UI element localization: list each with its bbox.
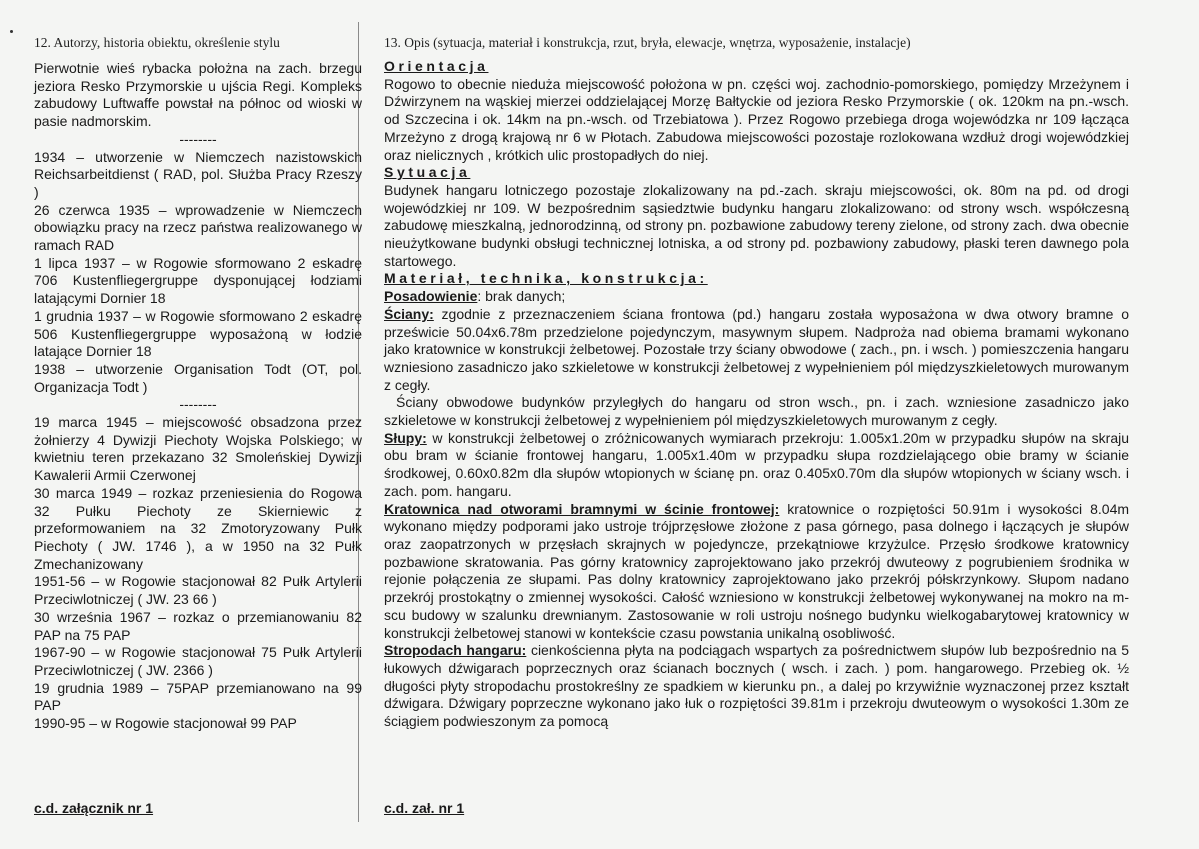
- history-entry: 1938 – utworzenie Organisation Todt (OT, pol. Organizacja Todt ): [34, 360, 362, 395]
- right-footer: c.d. zał. nr 1: [384, 800, 465, 816]
- walls-text: zgodnie z przeznaczeniem ściana frontowa (pd.) hangaru została wyposażona w dwa otwory bramne o prześwicie 50.04x6.78m przedzielone pojedynczym, masywnym słupem. Nadproża nad obiema bramami wykonano jako kratownice w konstrukcji żelbetowej. Pozostałe trzy ściany obwodowe ( zach., pn. i wsch. ) pomieszczenia hangaru wzniesiono zasadniczo jako szkieletowe w konstrukcji żelbetowej z wypełnieniem pól międzyszkieletowych murowanym z cegły.: [384, 305, 1129, 393]
- roof-paragraph: [384, 642, 1129, 731]
- roof-label: Stropodach hangaru:: [384, 642, 527, 659]
- description-column: [384, 58, 1129, 731]
- orientation-text: Rogowo to obecnie nieduża miejscowość położona w pn. części woj. zachodnio-pomorskiego, pomiędzy Mrzeżynem i Dźwirzynem na wąskiej mierzei oddzielającej Morzę Bałtyckie od jeziora Resko Przymorskie ( ok. 120km na pn.-wsch. od Szczecina i ok. 14km na pn.-wsch. od Trzebiatowa ). Przez Rogowo przebiega droga wojewódzka nr 109 łącząca Mrzeżyno z drogą krajową nr 6 w Płotach. Zabudowa miejscowości pozostaje rozlokowana wzdłuż drogi wojewódzkiej oraz nielicznych , krótkich ulic prostopadłych do niej.: [384, 75, 1129, 163]
- left-footer: c.d. załącznik nr 1: [34, 800, 154, 816]
- truss-text: kratownice o rozpiętości 50.91m i wysokości 8.04m wykonano między podporami jako ustroje trójprzęsłowe złożone z pasa górnego, pasa dolnego i łączących je słupów oraz zaopatrzonych w przęsłach skrajnych w pojedyncze, przekątniowe krzyżulce. Przęsło środkowe kratownicy pozbawione skratowania. Pas górny kratownicy zaprojektowano jako przekrój dwuteowy z pogrubieniem środnika w rejonie połączenia ze słupami. Pas dolny kratownicy zaprojektowano jako przekrój półskrzynkowy. Słupom nadano przekrój prostokątny o zmiennej wysokości. Całość wzniesiono w konstrukcji żelbetowej wykonywanej na mokro na m-scu budowy w szalunku drewnianym. Zastosowanie w roli ustroju nośnego budynku wielkogabarytowej kratownicy w konstrukcji żelbetowej stanowi w kontekście czasu powstania unikalną osobliwość.: [384, 500, 1130, 641]
- walls-paragraph: [384, 306, 1129, 395]
- history-intro: Pierwotnie wieś rybacka położna na zach. brzegu jeziora Resko Przymorskie u ujścia Regi. Kompleks zabudowy Luftwaffe powstał na północ od wioski w pasie nadmorskim.: [34, 60, 362, 130]
- section-heading-situation: Sytuacja: [384, 164, 471, 181]
- foundation-text: : brak danych;: [477, 288, 566, 305]
- pillars-paragraph: [384, 430, 1129, 501]
- pillars-text: w konstrukcji żelbetowej o zróżnicowanych wymiarach przekroju: 1.005x1.20m w przypadku słupów na skraju obu bram w ścianie frontowej hangaru, 1.005x1.40m w przypadku słupa rozdzielającego obie bramy w ścianie środkowej, 0.60x0.82m dla słupów wtopionych w ścianę pn. oraz 0.405x0.70m dla słupów wtopionych w ściany wsch. i zach. pom. hangaru.: [384, 429, 1129, 499]
- right-column-header: 13. Opis (sytuacja, materiał i konstrukcja, rzut, bryła, elewacje, wnętrza, wyposażenie, instalacje): [384, 35, 911, 50]
- section-heading-material: Materiał, technika, konstrukcja:: [384, 270, 708, 287]
- foundation-paragraph: [384, 288, 1129, 306]
- truss-paragraph: [384, 501, 1129, 643]
- pillars-label: Słupy:: [384, 429, 427, 446]
- roof-text: cienkościenna płyta na podciągach wspartych za pośrednictwem słupów lub bezpośrednio na 5 łukowych dźwigarach poprzecznych oraz ścianach bocznych ( wsch. i zach. ) pom. hangarowego. Przebieg ok. ½ długości płyty stropodachu prostokreślny ze spadkiem w kierunku pn., a dalej po krzywiźnie wyznaczonej przez kształt dźwigara. Dźwigary poprzeczne wykonano jako łuk o rozpiętości 39.81m i przekroju dwuteowym o wysokości 1.30m ze ściągiem podwieszonym za pomocą: [384, 642, 1130, 730]
- history-entry: 1934 – utworzenie w Niemczech nazistowskich Reichsarbeitdienst ( RAD, pol. Służba Pracy Rzeszy ): [34, 148, 362, 200]
- history-entry: 1951-56 – w Rogowie stacjonował 82 Pułk Artylerii Przeciwlotniczej ( JW. 23 66 ): [34, 573, 362, 608]
- history-entry: 19 grudnia 1989 – 75PAP przemianowano na 99 PAP: [34, 679, 362, 714]
- history-entry: 26 czerwca 1935 – wprowadzenie w Niemczech obowiązku pracy na rzecz państwa realizowanego w ramach RAD: [34, 201, 362, 254]
- history-entry: 30 września 1967 – rozkaz o przemianowaniu 82 PAP na 75 PAP: [34, 608, 362, 643]
- history-column: [34, 60, 362, 733]
- walls-text-2: Ściany obwodowe budynków przyległych do hangaru od stron wsch., pn. i zach. wzniesione zasadniczo jako szkieletowe w konstrukcji żelbetowej z wypełnieniem pól międzyszkieletowych murowanym z cegły.: [384, 394, 1129, 429]
- situation-text: Budynek hangaru lotniczego pozostaje zlokalizowany na pd.-zach. skraju miejscowości, ok. 80m na pd. od drogi wojewódzkiej nr 109. W bezpośrednim sąsiedztwie budynku hangaru zlokalizowano: od strony wsch. współczesną zabudowę mieszkalną, jednorodzinną, od strony pn. pozbawione zabudowy tereny zielone, od strony zach. dwa obecnie nieużytkowane budynki obsługi technicznej lotniska, a od strony pd. pozbawiony zabudowy, płaski teren dawnego pola startowego.: [384, 181, 1129, 269]
- separator: --------: [179, 396, 217, 413]
- history-entry: 30 marca 1949 – rozkaz przeniesienia do Rogowa 32 Pułku Piechoty ze Skierniewic z przeformowaniem na 32 Zmotoryzowany Pułk Piechoty ( JW. 1746 ), a w 1950 na 32 Pułk Zmechanizowany: [34, 484, 362, 572]
- scan-speck: [10, 30, 13, 33]
- section-heading-orientation: Orientacja: [384, 58, 489, 74]
- history-entry: 19 marca 1945 – miejscowość obsadzona przez żołnierzy 4 Dywizji Piechoty Wojska Polskiego; w kwietniu teren przekazano 32 Smoleńskiej Dywizji Kawalerii Armii Czerwonej: [34, 414, 362, 484]
- truss-label: Kratownica nad otworami bramnymi w ścinie frontowej:: [384, 500, 780, 517]
- history-entry: 1 grudnia 1937 – w Rogowie sformowano 2 eskadrę 506 Kustenfliegergruppe wyposażoną w łodzie latające Dornier 18: [34, 307, 362, 360]
- left-column-header: 12. Autorzy, historia obiektu, określenie stylu: [34, 35, 280, 50]
- walls-label: Ściany:: [384, 305, 434, 322]
- history-entry: 1990-95 – w Rogowie stacjonował 99 PAP: [34, 715, 297, 732]
- history-entry: 1967-90 – w Rogowie stacjonował 75 Pułk Artylerii Przeciwlotniczej ( JW. 2366 ): [34, 644, 362, 678]
- foundation-label: Posadowienie: [384, 288, 478, 305]
- separator: --------: [179, 130, 217, 147]
- history-entry: 1 lipca 1937 – w Rogowie sformowano 2 eskadrę 706 Kustenfliegergruppe dysponującej łodziami latającymi Dornier 18: [34, 254, 362, 307]
